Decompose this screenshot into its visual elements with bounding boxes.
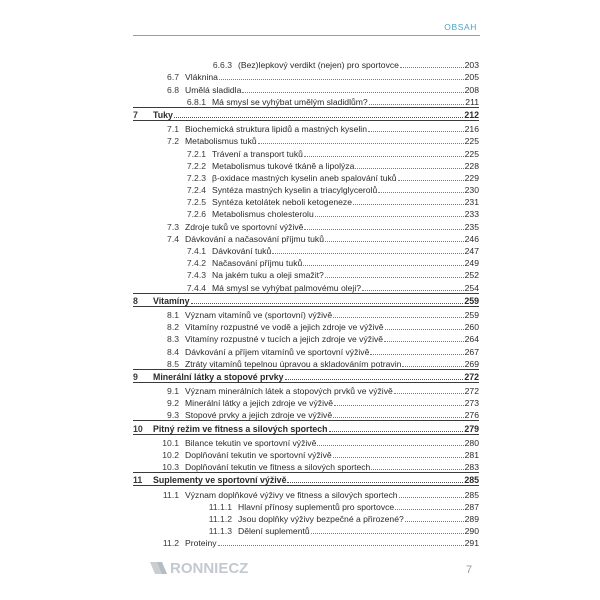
toc-entry-title: Dávkování a načasování příjmu tuků — [185, 233, 325, 244]
toc-entry-title: Trávení a transport tuků — [212, 148, 303, 159]
toc-entry[interactable] — [133, 171, 479, 183]
dot-leader — [285, 379, 464, 380]
toc-entry-page: 259 — [464, 295, 479, 306]
dot-leader — [218, 545, 464, 546]
toc-entry-number: 7.2 — [167, 136, 179, 147]
dot-leader — [315, 216, 464, 217]
toc-entry-page: 212 — [464, 109, 479, 120]
toc-entry-page: 231 — [464, 197, 479, 208]
toc-entry-number: 10.3 — [162, 462, 179, 473]
toc-entry[interactable] — [133, 536, 479, 548]
toc-entry-page: 290 — [464, 526, 479, 537]
toc-entry-number: 8.5 — [167, 358, 179, 369]
toc-entry[interactable] — [133, 420, 479, 434]
toc-entry[interactable] — [133, 320, 479, 332]
dot-leader — [174, 117, 463, 118]
toc-entry-title: Načasování příjmu tuků — [212, 258, 303, 269]
toc-entry-page: 272 — [464, 371, 479, 382]
dot-leader — [369, 104, 465, 105]
toc-entry-number: 11.1.2 — [208, 513, 232, 524]
toc-entry-page: 229 — [464, 172, 479, 183]
toc-entry-page: 230 — [464, 185, 479, 196]
toc-entry-page: 228 — [464, 160, 479, 171]
toc-entry-title: Metabolismus tukové tkáně a lipolýza — [212, 160, 355, 171]
header-title: OBSAH — [444, 22, 477, 32]
toc-entry-title: Dávkování a příjem vitamínů ve sportovní výživě — [185, 346, 370, 357]
toc-entry-title: Doplňování tekutin ve fitness a silových sportech — [185, 462, 371, 473]
dot-leader — [303, 265, 463, 266]
toc-entry[interactable] — [133, 460, 479, 472]
toc-entry[interactable] — [133, 159, 479, 171]
toc-entry[interactable] — [133, 472, 479, 486]
toc-entry-page: 285 — [464, 475, 479, 486]
dot-leader — [325, 277, 464, 278]
toc-entry-page: 267 — [464, 346, 479, 357]
toc-entry-number: 6.8.1 — [186, 96, 206, 107]
toc-entry-title: Na jakém tuku a oleji smažit? — [212, 270, 324, 281]
dot-leader — [370, 354, 463, 355]
dot-leader — [400, 67, 464, 68]
toc-entry[interactable] — [133, 396, 479, 408]
toc-entry-title: β-oxidace mastných kyselin aneb spalování tuků — [212, 172, 397, 183]
dot-leader — [304, 229, 463, 230]
toc-entry-number: 10.1 — [162, 437, 179, 448]
toc-entry-title: Vitamíny — [153, 295, 190, 306]
dot-leader — [371, 469, 463, 470]
toc-entry-page: 259 — [464, 309, 479, 320]
dot-leader — [402, 366, 463, 367]
toc-entry-number: 6.8 — [167, 84, 179, 95]
toc-entry-number: 7.4.1 — [186, 246, 206, 256]
toc-entry-number: 10 — [133, 423, 143, 434]
toc-entry[interactable] — [133, 357, 479, 369]
toc-entry-title: Syntéza ketolátek neboli ketogeneze — [212, 197, 352, 208]
toc-entry-page: 281 — [464, 450, 479, 460]
toc-entry-page: 247 — [464, 246, 479, 256]
toc-entry-title: Doplňování tekutin ve sportovní výživě — [185, 450, 332, 460]
toc-entry-title: Jsou doplňky výživy bezpečné a přirozené? — [238, 513, 404, 524]
toc-entry-title: Biochemická struktura lipidů a mastných kyselin — [185, 124, 367, 135]
toc-entry[interactable] — [133, 448, 479, 460]
toc-entry-number: 7.2.1 — [186, 148, 206, 159]
toc-entry-number: 9.3 — [167, 410, 179, 421]
dot-leader — [378, 192, 463, 193]
dot-leader — [304, 156, 464, 157]
toc-entry-number: 11 — [133, 475, 143, 486]
toc-entry-number: 8.1 — [167, 309, 179, 320]
toc-entry-page: 273 — [464, 398, 479, 409]
toc-entry-page: 235 — [464, 221, 479, 232]
toc-entry[interactable] — [133, 332, 479, 344]
toc-entry-number: 7.4.3 — [186, 270, 206, 281]
toc-entry-title: Syntéza mastných kyselin a triacylglycerolů — [212, 185, 378, 196]
toc-entry-page: 225 — [464, 148, 479, 159]
toc-entry-title: Má smysl se vyhýbat palmovému oleji? — [212, 282, 362, 293]
toc-entry-number: 6.6.3 — [212, 60, 232, 71]
toc-entry-page: 208 — [464, 84, 479, 95]
toc-entry-page: 216 — [464, 124, 479, 135]
toc-entry-title: Metabolismus cholesterolu — [212, 209, 314, 220]
toc-entry-page: 276 — [464, 410, 479, 421]
toc-entry-title: (Bez)lepkový verdikt (nejen) pro sportovce — [238, 60, 399, 71]
toc-entry-title: Ztráty vitamínů tepelnou úpravou a skladováním potravin — [185, 358, 402, 369]
toc-entry[interactable] — [133, 256, 479, 268]
toc-entry-number: 7.2.3 — [186, 172, 206, 183]
toc-entry-title: Význam doplňkové výživy ve fitness a silových sportech — [185, 489, 398, 500]
dot-leader — [394, 393, 464, 394]
toc-entry-page: 260 — [464, 322, 479, 333]
toc-entry-number: 7 — [133, 109, 138, 120]
toc-entry-title: Dávkování tuků — [212, 246, 272, 256]
toc-entry-number: 7.2.6 — [186, 209, 206, 220]
dot-leader — [242, 92, 463, 93]
toc-entry-page: 291 — [464, 538, 479, 549]
toc-entry-page: 203 — [464, 60, 479, 71]
dot-leader — [333, 317, 464, 318]
dot-leader — [191, 303, 464, 304]
dot-leader — [325, 241, 464, 242]
toc-entry-number: 11.1.1 — [208, 501, 232, 512]
dot-leader — [219, 79, 464, 80]
toc-entry-page: 272 — [464, 386, 479, 397]
toc-entry-page: 279 — [464, 423, 479, 434]
toc-entry-page: 225 — [464, 136, 479, 147]
toc-entry[interactable] — [133, 232, 479, 244]
toc-entry-number: 11.2 — [162, 538, 179, 549]
dot-leader — [384, 341, 464, 342]
toc-entry-page: 280 — [464, 437, 479, 448]
toc-entry[interactable] — [133, 95, 479, 107]
toc-entry[interactable] — [133, 268, 479, 280]
dot-leader — [311, 533, 464, 534]
toc-entry-number: 8.4 — [167, 346, 179, 357]
toc-entry[interactable] — [133, 293, 479, 307]
toc-entry-page: 249 — [464, 258, 479, 269]
toc-entry[interactable] — [133, 280, 479, 292]
toc-entry-title: Proteiny — [185, 538, 217, 549]
dot-leader — [329, 431, 464, 432]
dot-leader — [317, 445, 463, 446]
toc-entry[interactable] — [133, 384, 479, 396]
dot-leader — [385, 329, 464, 330]
table-of-contents — [133, 58, 479, 548]
toc-entry[interactable] — [133, 244, 479, 256]
dot-leader — [258, 143, 464, 144]
toc-entry[interactable] — [133, 308, 479, 320]
toc-entry-page: 233 — [464, 209, 479, 220]
toc-entry-page: 264 — [464, 334, 479, 345]
toc-entry-number: 7.2.4 — [186, 185, 206, 196]
toc-entry-number: 8 — [133, 295, 138, 306]
toc-entry-title: Pitný režim ve fitness a silových sportech — [153, 423, 328, 434]
toc-entry-page: 254 — [464, 282, 479, 293]
toc-entry-title: Vláknina — [185, 72, 218, 83]
toc-entry-title: Vitamíny rozpustné ve vodě a jejich zdroje ve výživě — [185, 322, 384, 333]
toc-entry-title: Má smysl se vyhýbat umělým sladidlům? — [212, 96, 368, 107]
toc-entry-number: 7.3 — [167, 221, 179, 232]
toc-entry-page: 289 — [464, 513, 479, 524]
toc-entry-page: 269 — [464, 358, 479, 369]
toc-entry-title: Minerální látky a stopové prvky — [153, 371, 284, 382]
toc-entry-number: 7.4.2 — [186, 258, 206, 269]
dot-leader — [398, 180, 464, 181]
toc-entry-page: 252 — [464, 270, 479, 281]
toc-entry[interactable] — [133, 70, 479, 82]
toc-entry-number: 7.4.4 — [186, 282, 206, 293]
page-number: 7 — [466, 564, 473, 576]
dot-leader — [399, 497, 464, 498]
dot-leader — [334, 405, 464, 406]
toc-entry[interactable] — [133, 369, 479, 383]
dot-leader — [355, 168, 463, 169]
toc-entry[interactable] — [133, 195, 479, 207]
toc-entry-page: 283 — [464, 462, 479, 473]
toc-entry[interactable] — [133, 408, 479, 420]
toc-entry[interactable] — [133, 344, 479, 356]
toc-entry[interactable] — [133, 487, 479, 499]
toc-entry-page: 205 — [464, 72, 479, 83]
toc-entry[interactable] — [133, 436, 479, 448]
toc-entry-page: 211 — [465, 96, 479, 107]
toc-entry-title: Vitamíny rozpustné v tucích a jejich zdroje ve výživě — [185, 334, 384, 345]
dot-leader — [395, 509, 463, 510]
toc-entry-title: Stopové prvky a jejich zdroje ve výživě — [185, 410, 333, 421]
dot-leader — [333, 457, 464, 458]
toc-entry[interactable] — [133, 58, 479, 70]
toc-entry-number: 7.2.5 — [186, 197, 206, 208]
dot-leader — [333, 417, 464, 418]
toc-entry-page: 246 — [464, 233, 479, 244]
toc-entry-page: 287 — [464, 501, 479, 512]
toc-entry-number: 9 — [133, 371, 138, 382]
toc-entry-number: 7.4 — [167, 233, 179, 244]
dot-leader — [362, 290, 464, 291]
toc-entry-number: 8.3 — [167, 334, 179, 345]
toc-entry[interactable] — [133, 500, 479, 512]
toc-entry-number: 11.1.3 — [208, 526, 232, 537]
toc-entry-title: Zdroje tuků ve sportovní výživě — [185, 221, 304, 232]
toc-entry-title: Umělá sladidla — [185, 84, 242, 95]
toc-entry[interactable] — [133, 122, 479, 134]
toc-entry[interactable] — [133, 146, 479, 158]
logo-text: RONNIECZ — [170, 560, 249, 577]
toc-entry-number: 7.2.2 — [186, 160, 206, 171]
dot-leader — [287, 482, 463, 483]
dot-leader — [368, 131, 464, 132]
toc-entry-title: Význam vitamínů ve (sportovní) výživě — [185, 309, 333, 320]
dot-leader — [272, 253, 463, 254]
toc-entry-number: 6.7 — [167, 72, 179, 83]
toc-entry-title: Suplementy ve sportovní výživě — [153, 475, 287, 486]
toc-entry-number: 10.2 — [162, 450, 179, 460]
toc-entry[interactable] — [133, 207, 479, 219]
toc-entry-number: 8.2 — [167, 322, 179, 333]
toc-entry-title: Metabolismus tuků — [185, 136, 257, 147]
toc-entry-title: Minerální látky a jejich zdroje ve výživě — [185, 398, 334, 409]
toc-entry-title: Bilance tekutin ve sportovní výživě — [185, 437, 317, 448]
toc-entry[interactable] — [133, 219, 479, 231]
toc-entry-title: Význam minerálních látek a stopových prvků ve výživě — [185, 386, 393, 397]
toc-entry[interactable] — [133, 82, 479, 94]
toc-entry-page: 285 — [464, 489, 479, 500]
toc-entry-number: 9.1 — [167, 386, 179, 397]
toc-entry[interactable] — [133, 107, 479, 121]
toc-entry[interactable] — [133, 524, 479, 536]
header-rule — [133, 35, 480, 36]
toc-entry[interactable] — [133, 512, 479, 524]
dot-leader — [353, 204, 464, 205]
toc-entry[interactable] — [133, 183, 479, 195]
toc-entry-title: Dělení suplementů — [238, 526, 310, 537]
toc-entry-number: 9.2 — [167, 398, 179, 409]
toc-entry-title: Tuky — [153, 109, 173, 120]
toc-entry-number: 7.1 — [167, 124, 179, 135]
toc-entry[interactable] — [133, 134, 479, 146]
ronnie-logo — [150, 559, 280, 577]
toc-entry-title: Hlavní přínosy suplementů pro sportovce — [238, 501, 395, 512]
dot-leader — [405, 521, 464, 522]
toc-entry-number: 11.1 — [162, 489, 179, 500]
